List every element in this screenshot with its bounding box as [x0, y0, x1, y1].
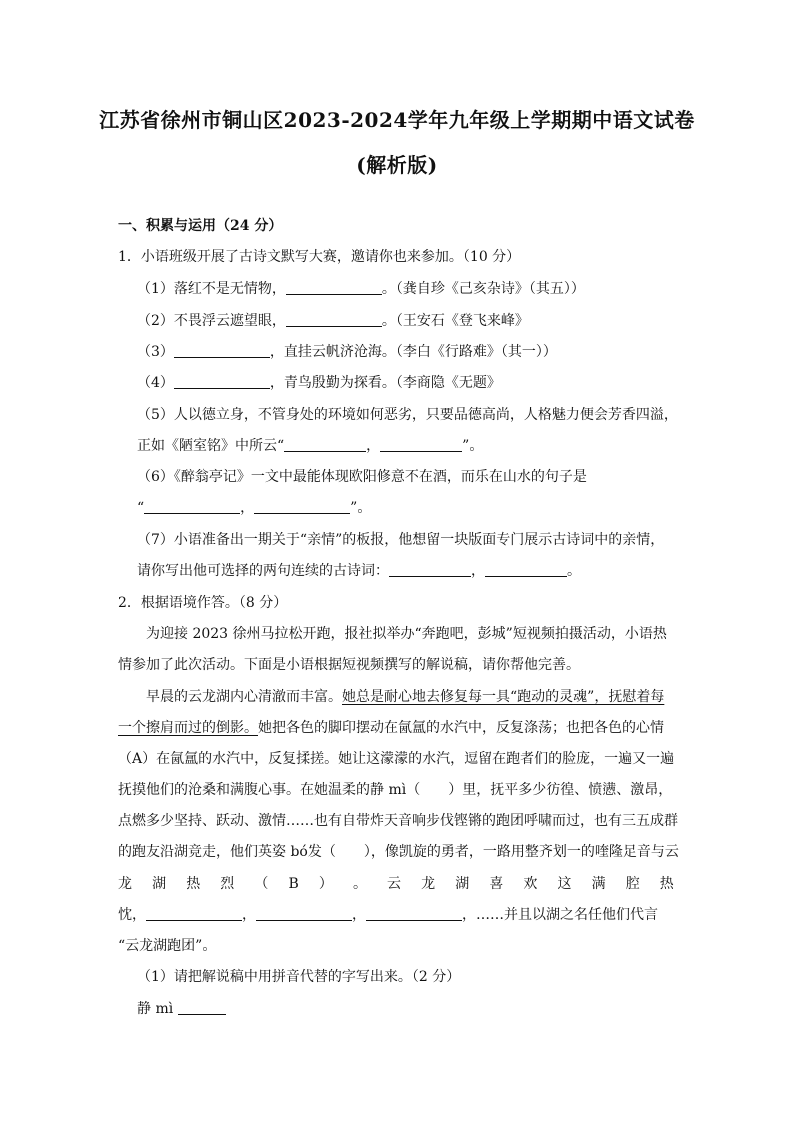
item-2-suffix: 。（王安石《登飞来峰》	[381, 313, 529, 329]
question-2-stem: 2．根据语境作答。（8 分）	[118, 595, 288, 611]
passage-char: 。	[352, 876, 367, 892]
answer-blank[interactable]	[144, 498, 240, 514]
passage-char: 这	[557, 876, 572, 892]
passage-intro-line1: 为迎接 2023 徐州马拉松开跑，报社拟举办“奔跑吧，彭城”短视频拍摄活动，小语热	[146, 626, 667, 642]
passage-line1	[146, 687, 664, 707]
item-3-suffix: ，直挂云帆济沧海。（李白《行路难》（其一））	[269, 344, 557, 360]
answer-blank[interactable]	[174, 342, 270, 358]
passage-char: 热	[186, 876, 201, 892]
passage-char: 烈	[220, 876, 235, 892]
passage-char: 喜	[489, 876, 504, 892]
answer-blank[interactable]	[485, 561, 567, 577]
passage-text: 早晨的云龙湖内心清澈而丰富。	[146, 689, 342, 705]
answer-blank[interactable]	[256, 905, 352, 921]
underlined-sentence: 她总是耐心地去修复每一具“跑动的灵魂”，抚慰着每	[342, 689, 665, 705]
answer-blank[interactable]	[174, 373, 270, 389]
item-6-suffix: ”。	[350, 500, 372, 516]
passage-line9: “云龙湖跑团”。	[118, 938, 217, 954]
item-7-separator: ，	[471, 563, 485, 579]
passage-char: 湖	[455, 876, 470, 892]
question-1-item-1	[137, 279, 585, 299]
question-1-item-3	[137, 342, 557, 362]
item-6-open-quote: “	[137, 500, 145, 516]
passage-line3: （A）在氤氲的水汽中，反复揉搓。她让这濛濛的水汽，逗留在跑者们的脸庞，一遍又一遍	[118, 751, 675, 767]
question-1-stem: 1．小语班级开展了古诗文默写大赛，邀请你也来参加。（10 分）	[118, 249, 521, 265]
answer-blank[interactable]	[286, 279, 382, 295]
item-7-suffix: 。	[567, 563, 581, 579]
answer-blank[interactable]	[284, 436, 366, 452]
passage-char: 龙	[421, 876, 436, 892]
item-4-prefix: （4）	[137, 375, 174, 391]
answer-blank[interactable]	[380, 436, 462, 452]
answer-blank[interactable]	[389, 561, 471, 577]
passage-char: 湖	[152, 876, 167, 892]
passage-line8	[118, 905, 658, 925]
passage-line7	[118, 874, 674, 894]
item-5-suffix: ”。	[462, 438, 484, 454]
passage-line6: 的跑友沿湖竞走，他们英姿 bó发（ ），像凯旋的勇者，一路用整齐划一的喹隆足音与云	[118, 844, 679, 860]
item-5-prefix: 正如《陋室铭》中所云“	[137, 438, 285, 454]
passage-line5: 点燃多少坚持、跃动、激情……也有自带炸天音响步伐铿锵的跑团呼啸而过，也有三五成群	[118, 813, 678, 829]
answer-blank[interactable]	[286, 311, 382, 327]
passage-char: 龙	[118, 876, 132, 892]
question-2-sub-1-stem: （1）请把解说稿中用拼音代替的字写出来。（2 分）	[137, 969, 461, 985]
passage-text: ，……并且以湖之名任他们代言	[462, 907, 658, 923]
separator: ，	[242, 907, 256, 923]
answer-blank[interactable]	[178, 999, 226, 1015]
question-1-item-7-line2	[137, 561, 581, 581]
answer-blank[interactable]	[254, 498, 350, 514]
question-1-item-6-line1: （6）《醉翁亭记》一文中最能体现欧阳修意不在酒，而乐在山水的句子是	[137, 469, 587, 485]
item-2-prefix: （2）不畏浮云遮望眼，	[137, 313, 286, 329]
item-5-separator: ，	[366, 438, 381, 454]
passage-text: 她把各色的脚印摆动在氤氲的水汽中，反复涤荡；也把各色的心情	[258, 720, 664, 736]
item-4-suffix: ，青鸟殷勤为探看。（李商隐《无题》	[269, 375, 501, 391]
question-2-sub-1-answer	[137, 999, 226, 1019]
answer-blank[interactable]	[366, 905, 462, 921]
separator: ，	[352, 907, 366, 923]
passage-char: 欢	[523, 876, 538, 892]
underlined-sentence-end: 一个擦肩而过的倒影。	[118, 720, 258, 736]
passage-char: 云	[387, 876, 402, 892]
passage-char: B	[288, 876, 299, 892]
item-1-prefix: （1）落红不是无情物，	[137, 281, 286, 297]
passage-char: （	[254, 876, 269, 892]
exam-title: 江苏省徐州市铜山区2023-2024学年九年级上学期期中语文试卷	[99, 108, 695, 132]
question-1-item-7-line1: （7）小语准备出一期关于“亲情”的板报，他想留一块版面专门展示古诗词中的亲情，	[137, 532, 665, 548]
passage-char: 腔	[625, 876, 640, 892]
question-1-item-5-line2	[137, 436, 483, 456]
exam-title-subtitle: (解析版)	[356, 153, 438, 177]
answer-label: 静 mì	[137, 1001, 174, 1017]
passage-char: ）	[318, 876, 333, 892]
item-3-prefix: （3）	[137, 344, 174, 360]
answer-blank[interactable]	[146, 905, 242, 921]
passage-line2	[118, 718, 664, 738]
section-heading: 一、积累与运用（24 分）	[118, 218, 283, 234]
passage-text: 忱，	[118, 907, 146, 923]
passage-line4: 抚摸他们的沧桑和满腹心事。在她温柔的静 mì（ ）里，抚平多少彷徨、愤懑、激昂，	[118, 782, 673, 798]
passage-char: 满	[591, 876, 606, 892]
passage-intro-line2: 情参加了此次活动。下面是小语根据短视频撰写的解说稿，请你帮他完善。	[118, 657, 580, 673]
question-1-item-6-line2	[137, 498, 371, 518]
question-1-item-2	[137, 311, 529, 331]
item-7-prefix: 请你写出他可选择的两句连续的古诗词：	[137, 563, 389, 579]
item-1-suffix: 。（龚自珍《己亥杂诗》（其五））	[381, 281, 585, 297]
item-6-separator: ，	[240, 500, 255, 516]
passage-char: 热	[659, 876, 674, 892]
question-1-item-5-line1: （5）人以德立身，不管身处的环境如何恶劣，只要品德高尚，人格魅力便会芳香四溢，	[137, 407, 678, 423]
question-1-item-4	[137, 373, 501, 393]
